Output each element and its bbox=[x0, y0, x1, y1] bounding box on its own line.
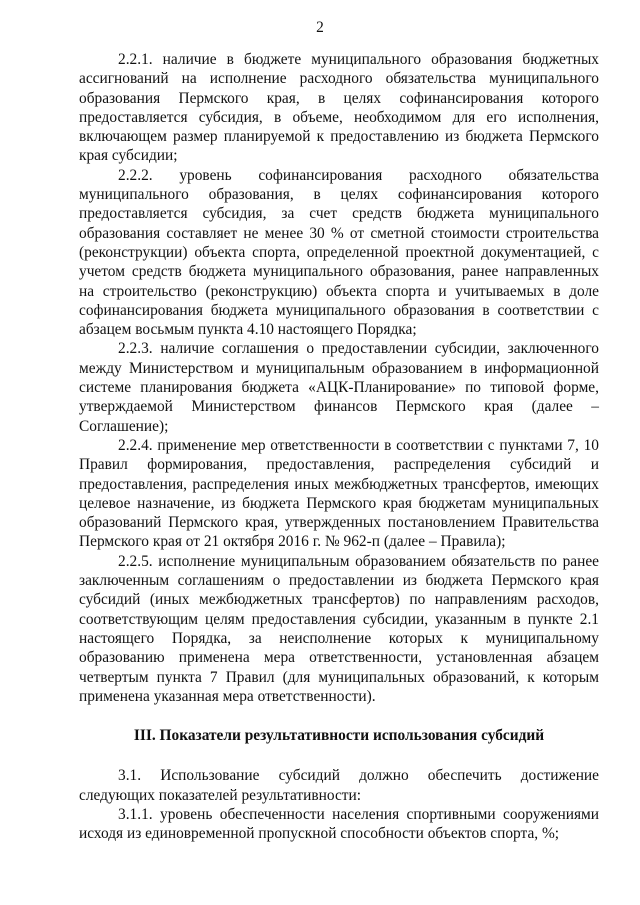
paragraph-2-2-5: 2.2.5. исполнение муниципальным образованием обязательств по ранее заключенным соглашениям о предоставлении из бюджета Пермского края субсидий (иных межбюджетных трансфертов) по направлениям расходов, соответствующим целям предоставления субсидии, указанным в пункте 2.1 настоящего Порядка, за неисполнение которых к муниципальному образованию применена мера ответственности, установленная абзацем четвертым пункта 7 Правил (для муниципальных образований, к которым применена указанная мера ответственности). bbox=[79, 552, 599, 705]
section-heading: III. Показатели результативности использования субсидий bbox=[133, 727, 545, 745]
paragraph-2-2-3: 2.2.3. наличие соглашения о предоставлении субсидии, заключенного между Министерством и муниципальным образованием в информационной системе планирования бюджета «АЦК-Планирование» по типовой форме, утверждаемой Министерством финансов Пермского края (далее – Соглашение); bbox=[79, 340, 599, 435]
document-body bbox=[79, 50, 599, 844]
paragraph-2-2-2: 2.2.2. уровень софинансирования расходного обязательства муниципального образования, в целях софинансирования которого предоставляется субсидия, за счет средств бюджета муниципального образования составляет не менее 30 % от сметной стоимости строительства (реконструкции) объекта спорта, определенной проектной документацией, с учетом средств бюджета муниципального образования, ранее направленных на строительство (реконструкцию) объекта спорта и учитываемых в доле софинансирования бюджета муниципального образования в соответствии с абзацем восьмым пункта 4.10 настоящего Порядка; bbox=[79, 166, 599, 339]
paragraph-3-1: 3.1. Использование субсидий должно обеспечить достижение следующих показателей результативности: bbox=[79, 767, 599, 804]
page-number: 2 bbox=[316, 19, 324, 36]
paragraph-3-1-1: 3.1.1. уровень обеспеченности населения спортивными сооружениями исходя из единовременной пропускной способности объектов спорта, %; bbox=[79, 805, 599, 843]
paragraph-2-2-1: 2.2.1. наличие в бюджете муниципального образования бюджетных ассигнований на исполнение расходного обязательства муниципального образования Пермского края, в целях софинансирования которого предоставляется субсидия, в объеме, необходимом для его исполнения, включающем размер планируемой к предоставлению из бюджета Пермского края субсидии; bbox=[79, 51, 599, 165]
paragraph-2-2-4: 2.2.4. применение мер ответственности в соответствии с пунктами 7, 10 Правил формирования, предоставления, распределения субсидий и предоставления, распределения иных межбюджетных трансфертов, имеющих целевое назначение, из бюджета Пермского края бюджетам муниципальных образований Пермского края, утвержденных постановлением Правительства Пермского края от 21 октября 2016 г. № 962-п (далее – Правила); bbox=[79, 436, 599, 551]
